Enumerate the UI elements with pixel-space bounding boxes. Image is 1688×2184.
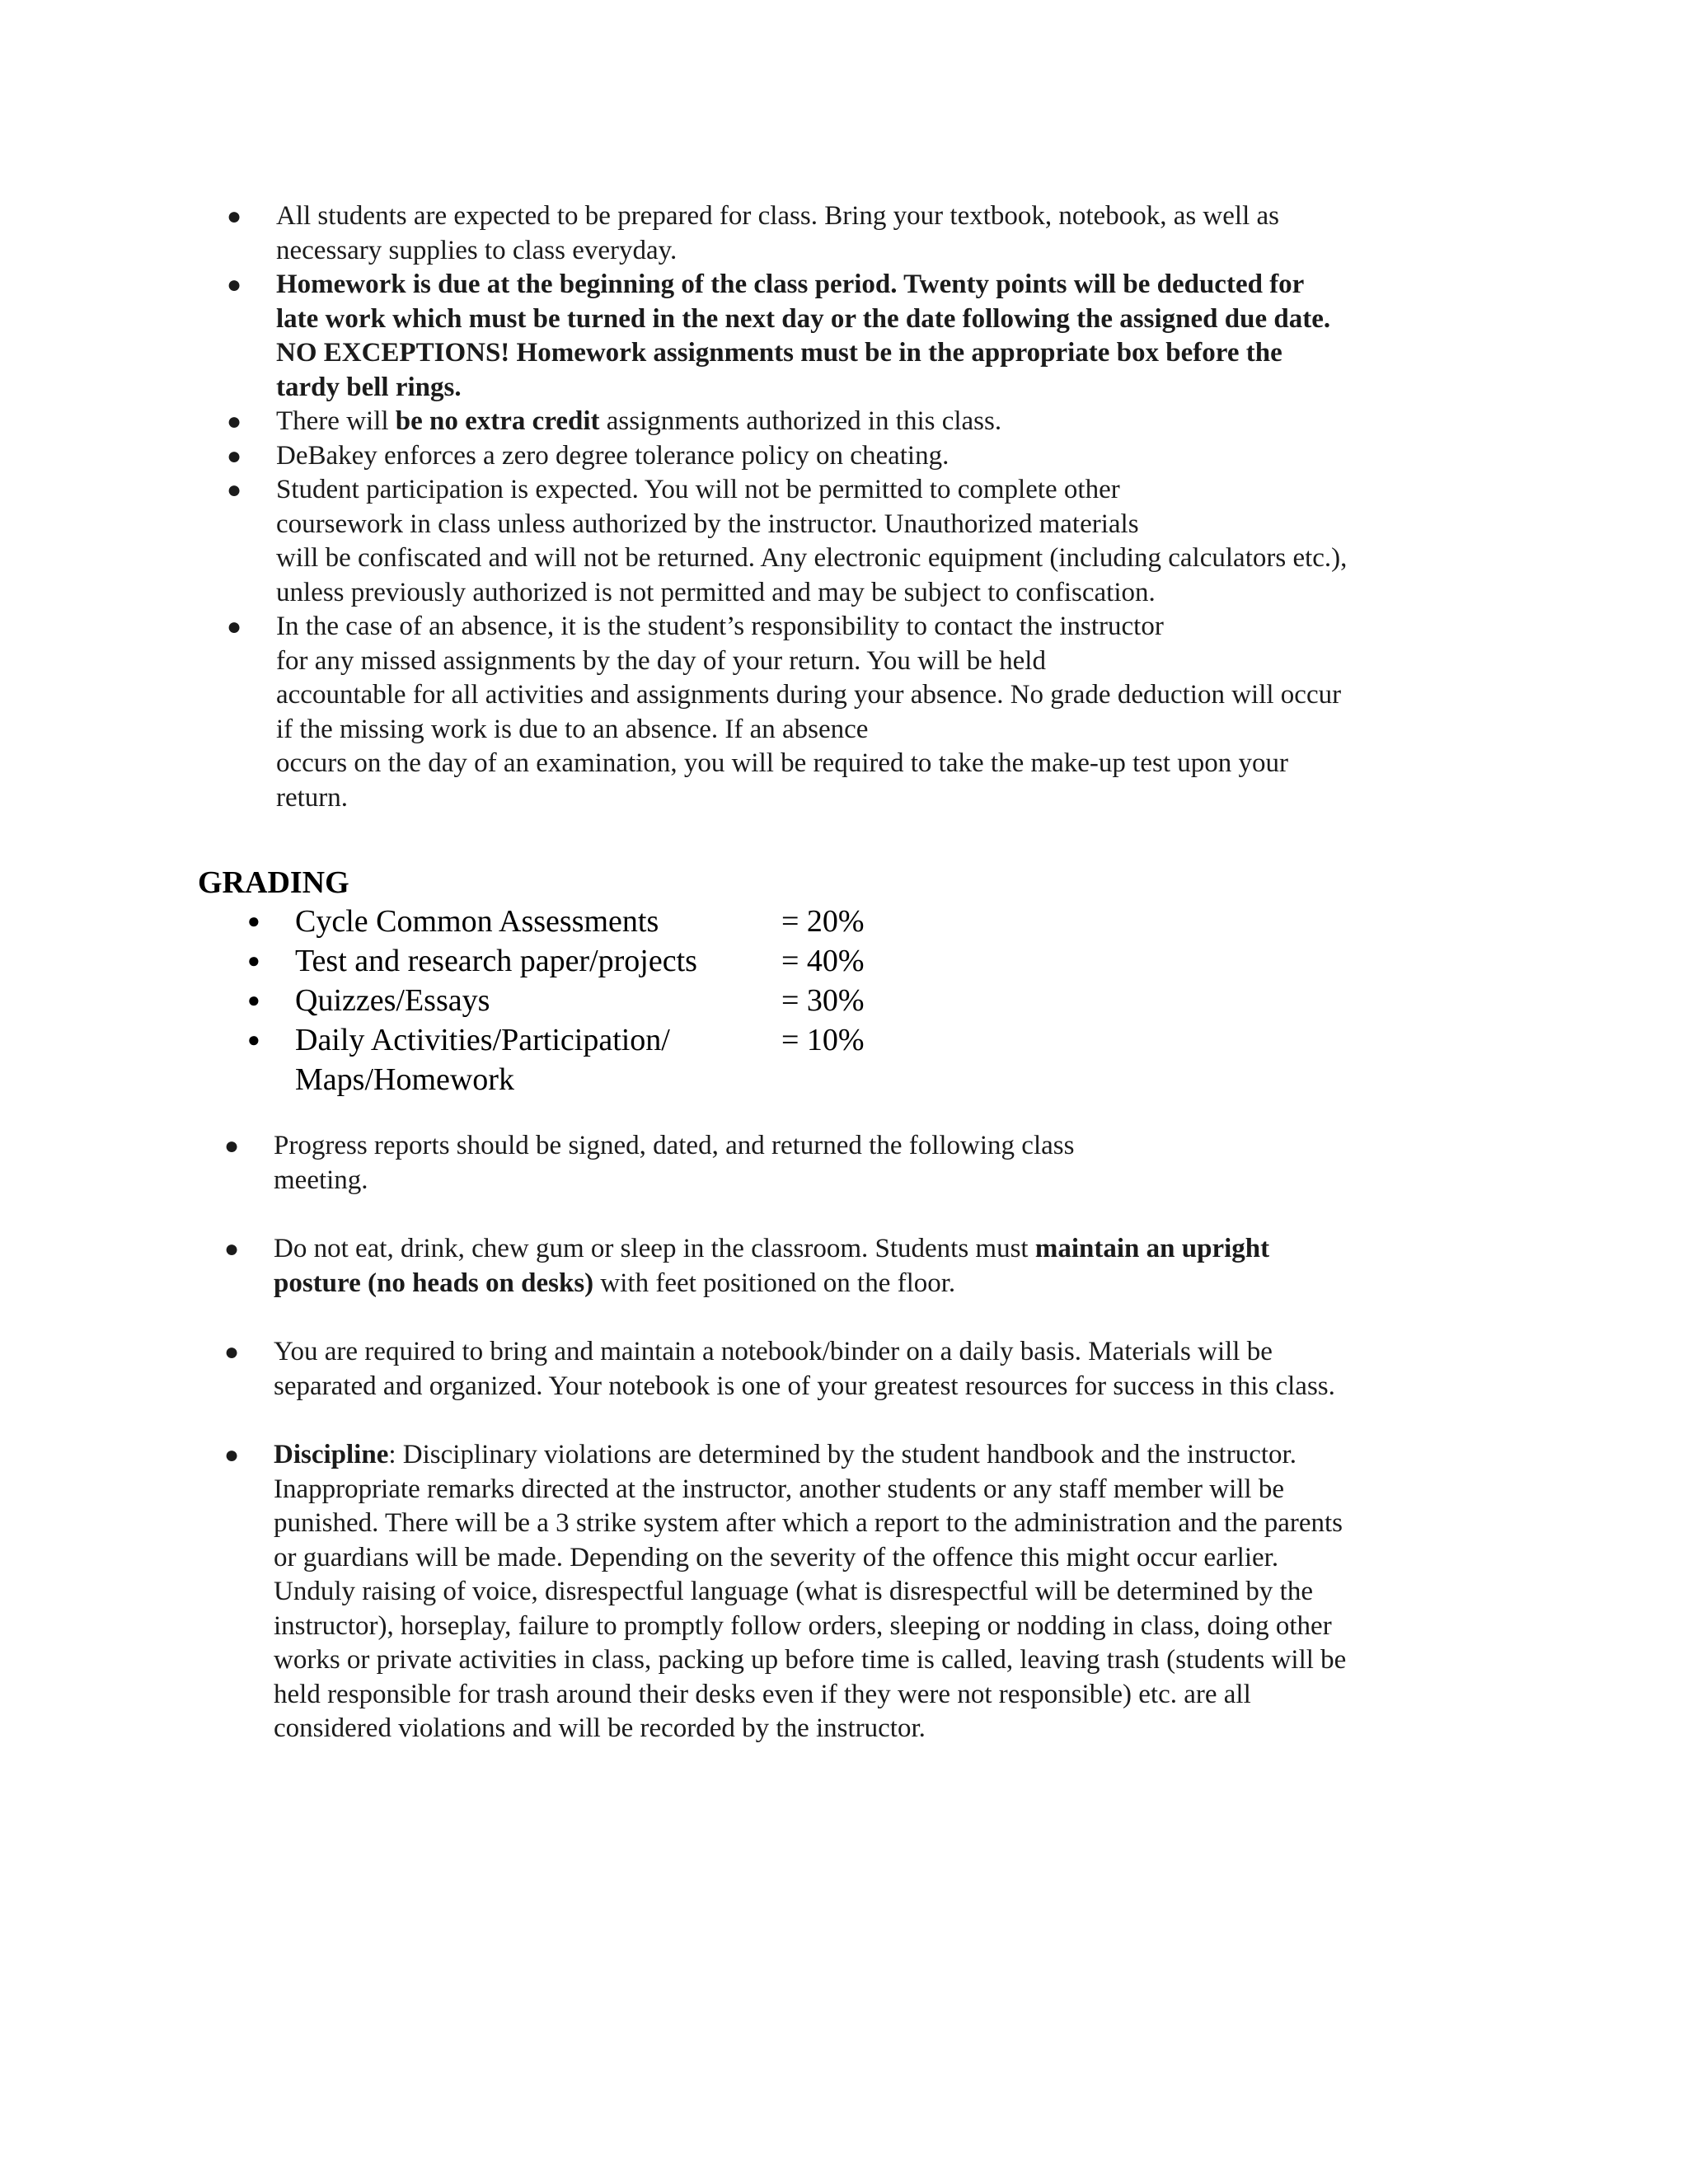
bullet-icon: ● (224, 1132, 240, 1160)
list-item: ● DeBakey enforces a zero degree tolerance policy on cheating. (276, 439, 1496, 474)
bullet-icon: ● (224, 1338, 240, 1366)
bullet-icon: ● (227, 442, 242, 470)
bullet-icon: ● (227, 271, 242, 298)
list-item: ● Do not eat, drink, chew gum or sleep in the classroom. Students must maintain an upright posture (no heads on desks) with feet positioned on the floor. (224, 1234, 1270, 1298)
grading-heading: GRADING (198, 865, 349, 900)
grading-weight: = 20% (781, 904, 865, 939)
bullet-icon: ● (247, 909, 260, 933)
list-item: ● There will be no extra credit assignments authorized in this class. (276, 405, 1496, 439)
list-item: ● All students are expected to be prepared for class. Bring your textbook, notebook, as well as necessary supplies to class everyday. (227, 201, 1279, 265)
bullet-icon: ● (224, 1441, 240, 1469)
grading-category: Quizzes/Essays (295, 983, 490, 1018)
bullet-icon: ● (227, 408, 242, 435)
grading-weight: = 30% (781, 983, 865, 1018)
grading-weight: = 10% (781, 1023, 865, 1057)
bullet-icon: ● (227, 203, 242, 230)
grading-list (247, 902, 954, 1099)
list-item: ● In the case of an absence, it is the student’s responsibility to contact the instructor for any missed assignments by the day of your return. You will be held accountable for all activities and assignments during your absence. No grade deduction will occur if the missing work is due to an absence. If an absence occurs on the day of an examination, you will be required to take the make-up test upon your return. (227, 612, 1342, 813)
bullet-icon: ● (247, 988, 260, 1012)
bullet-icon: ● (227, 476, 242, 504)
discipline-item: ● Discipline: Disciplinary violations are determined by the student handbook and the instructor. Inappropriate remarks directed at the instructor, another students or any staff member will be punished. There will be a 3 strike system after which a report to the administration and the parents or guardians will be made. Depending on the severity of the offence this might occur earlier. Unduly raising of voice, disrespectful language (what is disrespectful will be determined by the instructor), horseplay, failure to promptly follow orders, sleeping or nodding in class, doing other works or private activities in class, packing up before time is called, leaving trash (students will be held responsible for trash around their desks even if they were not responsible) etc. are all considered violations and will be recorded by the instructor. (224, 1440, 1347, 1743)
classroom-policies-list (224, 1129, 1493, 1781)
list-item: ● Progress reports should be signed, dated, and returned the following class meeting. (224, 1131, 1075, 1195)
list-item: ● You are required to bring and maintain a notebook/binder on a daily basis. Materials will be separated and organized. Your notebook is one of your greatest resources for success in this class. (224, 1337, 1335, 1401)
grading-item (247, 981, 954, 1020)
grading-item (247, 902, 954, 941)
grading-category: Test and research paper/projects (295, 944, 697, 978)
list-item: ● Student participation is expected. You will not be permitted to complete other coursework in class unless authorized by the instructor. Unauthorized materials will be confiscated and will not be returned. Any electronic equipment (including calculators etc.), unless previously authorized is not permitted and may be subject to confiscation. (227, 475, 1348, 607)
grading-item (247, 941, 954, 981)
grading-weight: = 40% (781, 944, 865, 978)
grading-category: Daily Activities/Participation/ Maps/Homework (295, 1023, 670, 1097)
bullet-icon: ● (247, 949, 260, 972)
bullet-icon: ● (224, 1235, 240, 1263)
bullet-icon: ● (247, 1028, 260, 1052)
bullet-icon: ● (227, 613, 242, 640)
classroom-rules-list (227, 199, 1496, 815)
list-item: ● Homework is due at the beginning of the class period. Twenty points will be deducted for late work which must be turned in the next day or the date following the assigned due date. NO EXCEPTIONS! Homework assignments must be in the appropriate box before the tardy bell rings. (227, 269, 1331, 402)
grading-category: Cycle Common Assessments (295, 904, 659, 939)
grading-item (247, 1020, 954, 1099)
